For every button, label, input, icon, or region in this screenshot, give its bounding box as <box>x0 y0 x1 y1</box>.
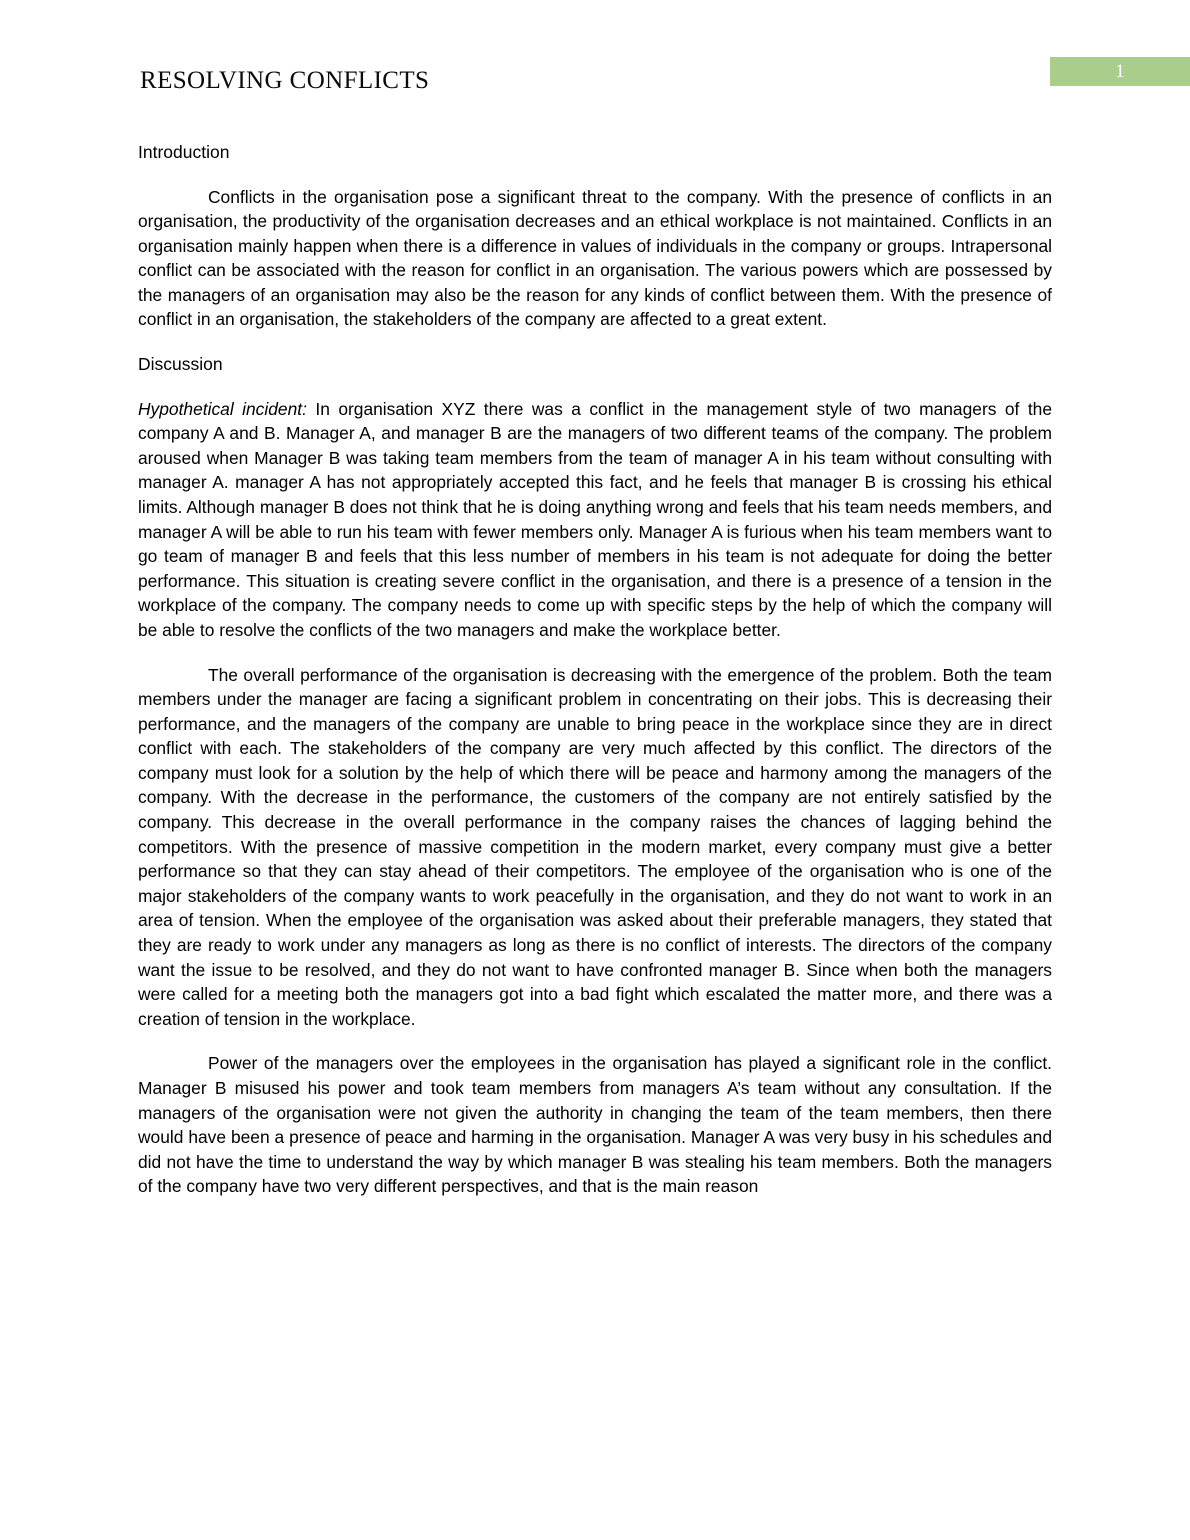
page-number-label: 1 <box>1115 61 1125 82</box>
paragraph-discussion-1-text: In organisation XYZ there was a conflict in the management style of two managers of the company A and B. Manager A, and manager B are the managers of two different teams of the company. The problem aroused when Manager B was taking team members from the team of manager A in his team without consulting with manager A. manager A has not appropriately accepted this fact, and he feels that manager B is crossing his ethical limits. Although manager B does not think that he is doing anything wrong and feels that his team needs members, and manager A will be able to run his team with fewer members only. Manager A is furious when his team members want to go team of manager B and feels that this less number of members in his team is not adequate for doing the better performance. This situation is creating severe conflict in the organisation, and there is a presence of a tension in the workplace of the company. The company needs to come up with specific steps by the help of which the company will be able to resolve the conflicts of the two managers and make the workplace better. <box>138 398 1052 640</box>
running-header-title: RESOLVING CONFLICTS <box>140 67 430 94</box>
paragraph-discussion-3: Power of the managers over the employees in the organisation has played a significant role in the conflict. Manager B misused his power and took team members from managers A’s team without any consultation. If the managers of the organisation were not given the authority in changing the team of the team members, then there would have been a presence of peace and harming in the organisation. Manager A was very busy in his schedules and did not have the time to understand the way by which manager B was stealing his team members. Both the managers of the company have two very different perspectives, and that is the main reason <box>138 1053 1052 1197</box>
paragraph-introduction-1: Conflicts in the organisation pose a significant threat to the company. With the presence of conflicts in an organisation, the productivity of the organisation decreases and an ethical workplace is not maintained. Conflicts in an organisation mainly happen when there is a difference in values of individuals in the company or groups. Intrapersonal conflict can be associated with the reason for conflict in an organisation. The various powers which are possessed by the managers of an organisation may also be the reason for any kinds of conflict between them. With the presence of conflict in an organisation, the stakeholders of the company are affected to a great extent. <box>138 186 1052 330</box>
section-heading-introduction: Introduction <box>138 142 230 162</box>
page-header <box>0 0 1190 120</box>
hypothetical-incident-label: Hypothetical incident: <box>138 398 307 419</box>
document-body <box>138 140 1052 1199</box>
paragraph-discussion-2: The overall performance of the organisation is decreasing with the emergence of the problem. Both the team members under the manager are facing a significant problem in concentrating on their jobs. This is decreasing their performance, and the managers of the company are unable to bring peace in the workplace since they are in direct conflict with each. The stakeholders of the company are very much affected by this conflict. The directors of the company must look for a solution by the help of which there will be peace and harmony among the managers of the company. With the decrease in the performance, the customers of the company are not entirely satisfied by the company. This decrease in the overall performance in the company raises the chances of lagging behind the competitors. With the presence of massive competition in the modern market, every company must give a better performance so that they can stay ahead of their competitors. The employee of the organisation who is one of the major stakeholders of the company wants to work peacefully in the organisation, and they do not want to work in an area of tension. When the employee of the organisation was asked about their preferable managers, they stated that they are ready to work under any managers as long as there is no conflict of interests. The directors of the company want the issue to be resolved, and they do not want to have confronted manager B. Since when both the managers were called for a meeting both the managers got into a bad fight which escalated the matter more, and there was a creation of tension in the workplace. <box>138 664 1052 1029</box>
section-heading-discussion: Discussion <box>138 354 223 375</box>
paragraph-discussion-1 <box>138 397 1052 643</box>
page-number-badge <box>1050 57 1190 86</box>
